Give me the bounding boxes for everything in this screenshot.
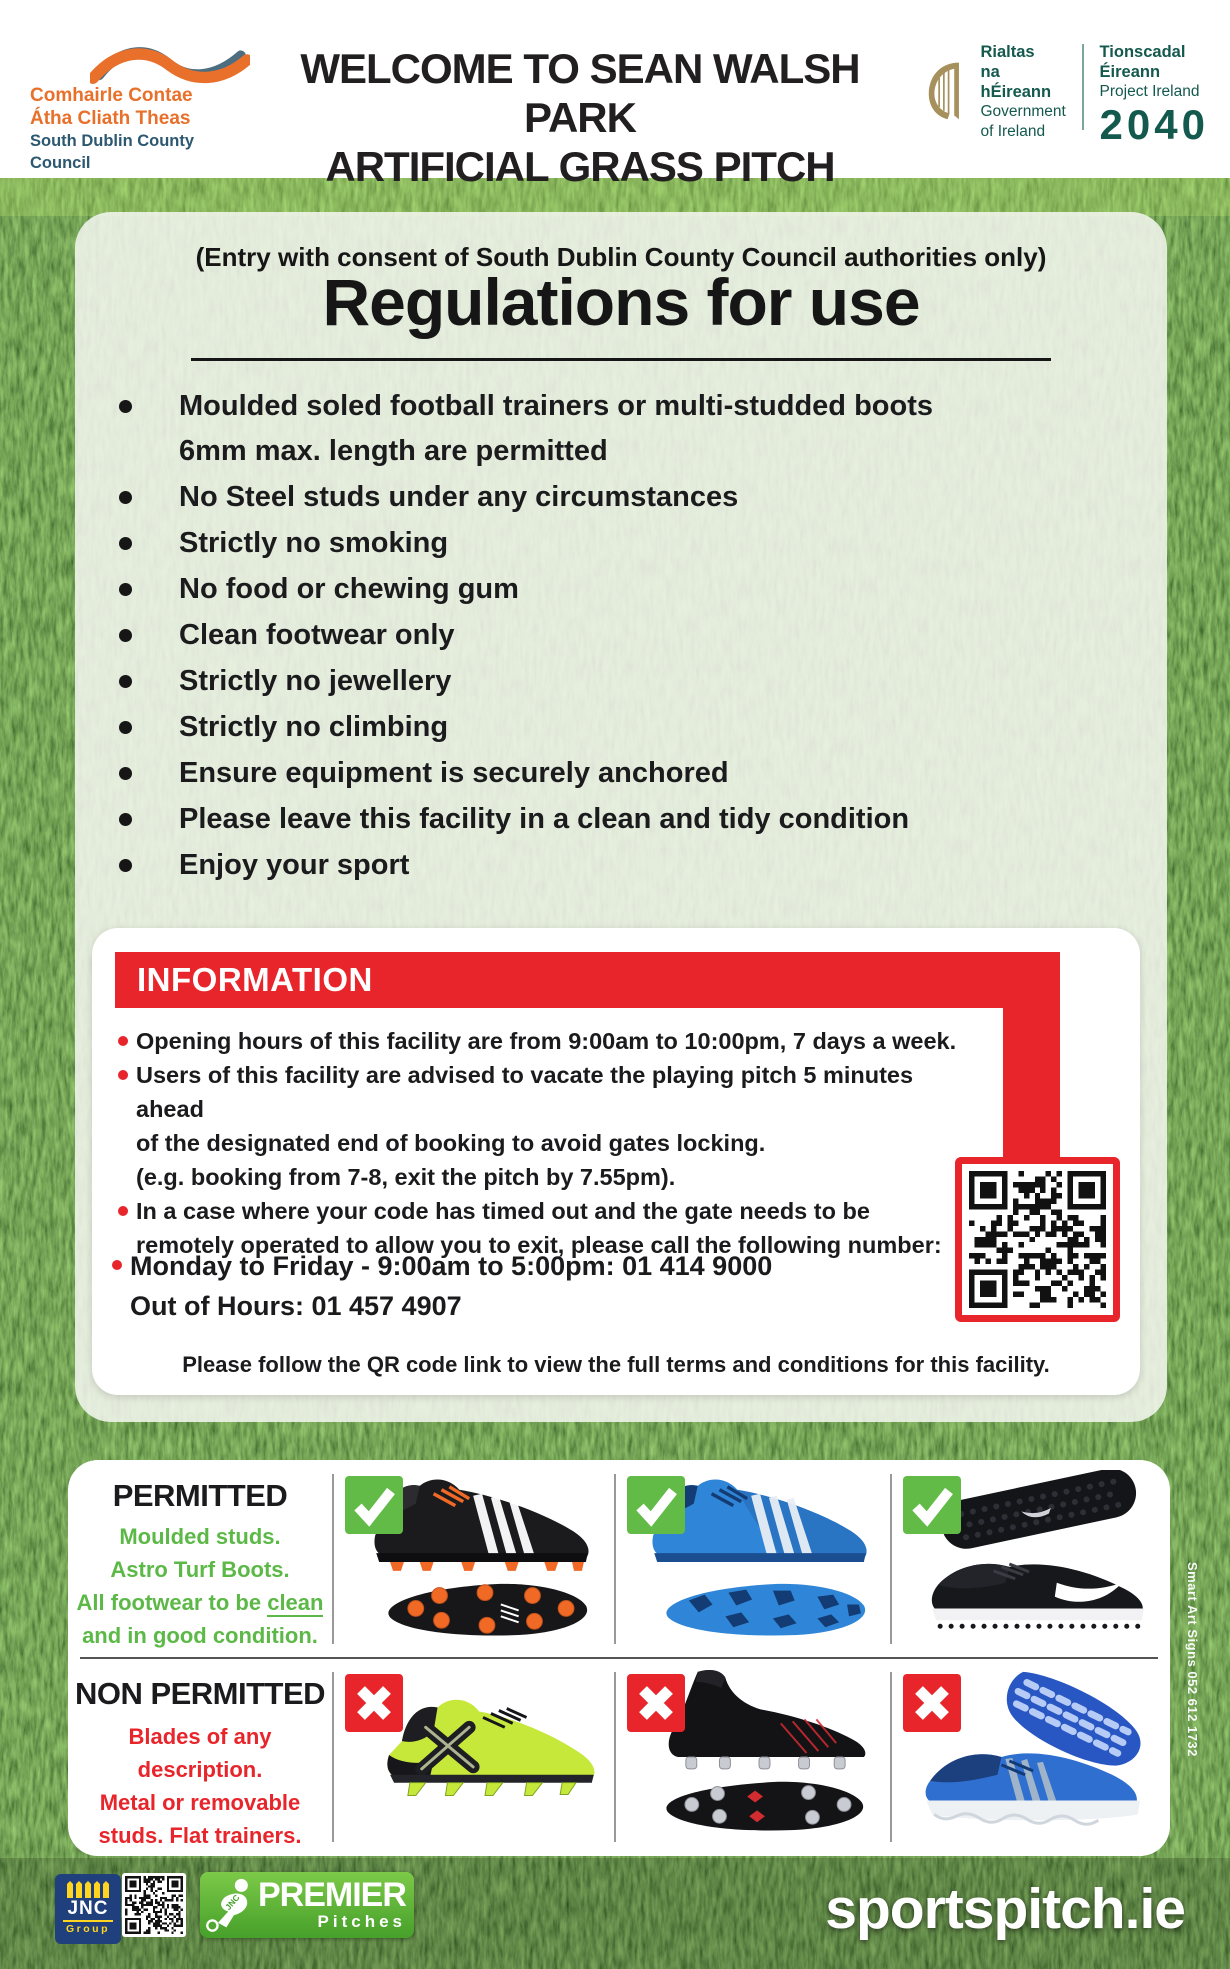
bullet-dot xyxy=(119,767,132,780)
jnc-group-logo: JNC Group xyxy=(55,1874,121,1944)
regulation-item: Clean footwear only xyxy=(119,613,1119,658)
council-waves-icon xyxy=(90,42,250,84)
column-divider xyxy=(614,1474,616,1644)
terms-qr-code xyxy=(955,1157,1120,1322)
bullet-dot xyxy=(119,583,132,596)
bullet-dot xyxy=(119,400,132,413)
gov-text-2: na hÉireann xyxy=(980,63,1052,101)
regulation-item: Ensure equipment is securely anchored xyxy=(119,751,1119,796)
weekday-phone: Monday to Friday - 9:00am to 5:00pm: 01 414 9000 xyxy=(130,1251,773,1281)
fence-icon xyxy=(55,1874,121,1898)
footer-qr-code xyxy=(122,1873,186,1937)
council-name-english: South Dublin County Council xyxy=(30,132,195,172)
council-name-irish-2: Átha Cliath Theas xyxy=(30,108,191,129)
regulation-item: Strictly no jewellery xyxy=(119,659,1119,704)
row-divider xyxy=(80,1657,1158,1659)
bullet-dot xyxy=(119,491,132,504)
project-text-irish: Tionscadal Éireann xyxy=(1099,43,1186,81)
regulation-item: Strictly no climbing xyxy=(119,705,1119,750)
information-heading: INFORMATION xyxy=(115,952,1060,1008)
regulations-list xyxy=(119,384,1119,889)
page-title-line1: WELCOME TO SEAN WALSH PARK xyxy=(300,45,860,141)
council-logo xyxy=(30,42,245,174)
project-text-english: Project Ireland xyxy=(1099,83,1200,100)
bullet-dot xyxy=(118,1036,128,1046)
sign-maker-credit: Smart Art Signs 052 612 1732 xyxy=(1185,1562,1200,1757)
permitted-description: Moulded studs. Astro Turf Boots. All footwear to be clean and in good condition. xyxy=(76,1524,324,1648)
info-bullet: In a case where your code has timed out and the gate needs to be remotely operated to allow you to exit, please call the following number: xyxy=(118,1194,978,1262)
page-title xyxy=(255,44,905,191)
regulations-panel xyxy=(75,212,1167,1422)
non-permitted-title: NON PERMITTED xyxy=(74,1676,326,1711)
entry-consent-note: (Entry with consent of South Dublin County Council authorities only) xyxy=(195,242,1047,272)
gov-text-3: Government xyxy=(980,103,1066,120)
cross-icon xyxy=(903,1674,961,1732)
bullet-dot xyxy=(119,629,132,642)
bullet-dot xyxy=(118,1070,128,1080)
project-ireland-2040-logo xyxy=(1100,42,1230,148)
info-bullet: Users of this facility are advised to vacate the playing pitch 5 minutes ahead of the designated end of booking to avoid gates locking. (e.g. booking from 7-8, exit the pitch by 7.55pm). xyxy=(118,1058,978,1194)
column-divider xyxy=(332,1672,334,1842)
bullet-dot xyxy=(118,1206,128,1216)
info-bullet: Opening hours of this facility are from 9:00am to 10:00pm, 7 days a week. xyxy=(118,1024,978,1058)
council-name-irish-1: Comhairle Contae xyxy=(30,85,193,106)
checkmark-icon xyxy=(345,1476,403,1534)
red-connector-stripe xyxy=(1003,1006,1060,1162)
non-permitted-description: Blades of any description. Metal or removable studs. Flat trainers. xyxy=(98,1724,302,1848)
footwear-panel xyxy=(68,1460,1170,1856)
government-logos xyxy=(925,42,1230,148)
column-divider xyxy=(332,1474,334,1644)
permitted-title: PERMITTED xyxy=(112,1478,288,1513)
checkmark-icon xyxy=(903,1476,961,1534)
information-bullets xyxy=(118,1024,978,1262)
bullet-dot xyxy=(119,859,132,872)
regulation-item: Please leave this facility in a clean and tidy condition xyxy=(119,797,1119,842)
cross-icon xyxy=(627,1674,685,1732)
website-url: sportspitch.ie xyxy=(825,1877,1185,1941)
qr-instruction: Please follow the QR code link to view the full terms and conditions for this facility. xyxy=(182,1352,1050,1377)
logo-divider xyxy=(1082,44,1084,130)
regulation-item: Strictly no smoking xyxy=(119,521,1119,566)
bullet-dot xyxy=(119,813,132,826)
bullet-dot xyxy=(119,675,132,688)
project-2040: 2040 xyxy=(1099,101,1209,148)
regulation-item: No Steel studs under any circumstances xyxy=(119,475,1119,520)
svg-text:JNC: JNC xyxy=(223,1892,242,1912)
regulation-item: Enjoy your sport xyxy=(119,843,1119,888)
footballer-icon xyxy=(204,1876,260,1934)
harp-icon xyxy=(925,46,966,134)
checkmark-icon xyxy=(627,1476,685,1534)
gov-text-4: of Ireland xyxy=(980,123,1046,140)
column-divider xyxy=(614,1672,616,1842)
page-title-line2: ARTIFICIAL GRASS PITCH xyxy=(325,143,835,190)
government-of-ireland-logo xyxy=(980,42,1065,142)
bullet-dot xyxy=(112,1260,122,1270)
bullet-dot xyxy=(119,721,132,734)
header xyxy=(0,0,1230,190)
gov-text-1: Rialtas xyxy=(980,43,1035,61)
title-underline xyxy=(191,358,1051,361)
regulation-item: No food or chewing gum xyxy=(119,567,1119,612)
regulation-item: Moulded soled football trainers or multi-studded boots 6mm max. length are permitted xyxy=(119,384,1119,474)
regulations-title: Regulations for use xyxy=(322,265,920,339)
bullet-dot xyxy=(119,537,132,550)
out-of-hours-phone: Out of Hours: 01 457 4907 xyxy=(130,1291,462,1321)
contact-hours xyxy=(112,1246,772,1326)
premier-pitches-logo: JNC PREMIER Pitches xyxy=(200,1872,414,1938)
information-box xyxy=(92,928,1140,1395)
cross-icon xyxy=(345,1674,403,1732)
